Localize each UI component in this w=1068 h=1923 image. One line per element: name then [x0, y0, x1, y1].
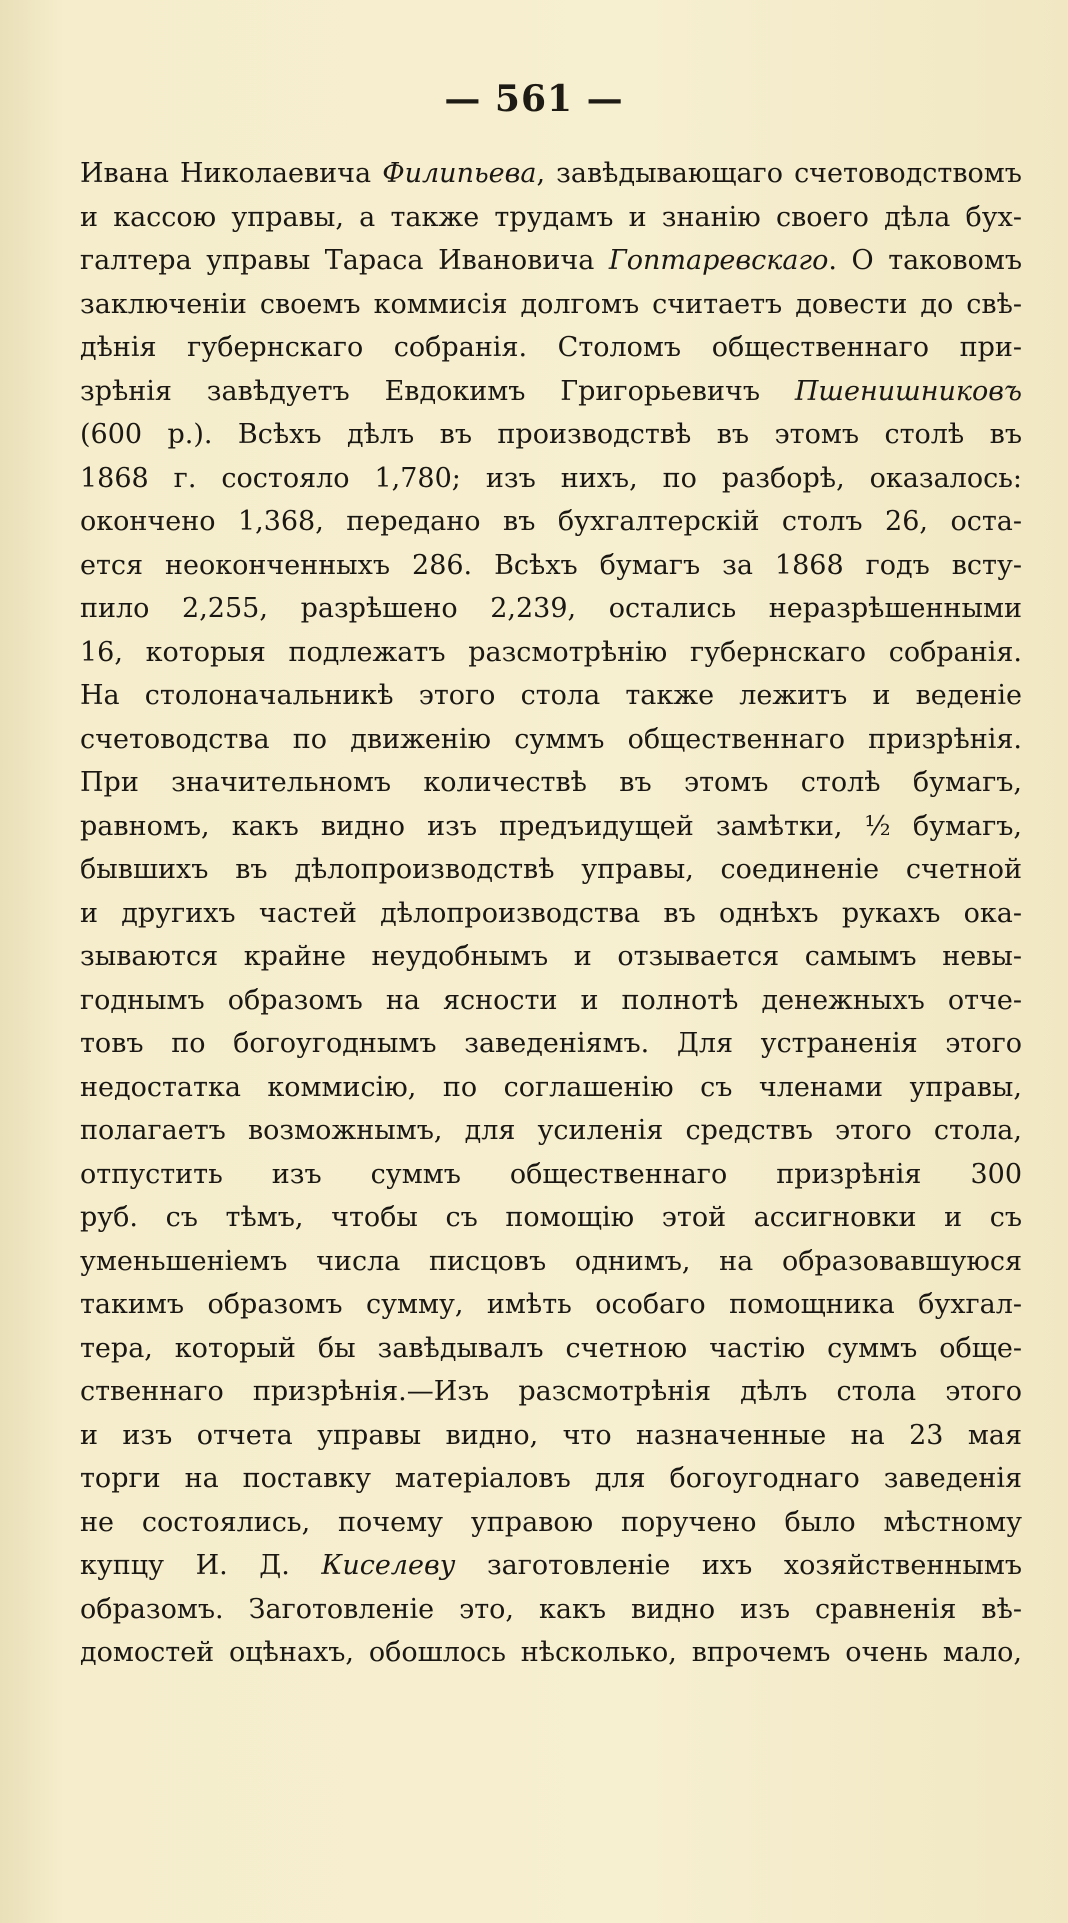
text-line: [80, 1283, 1022, 1327]
text-segment: годнымъ образомъ на ясности и полнотѣ денежныхъ отче-: [80, 984, 1022, 1016]
text-line: [80, 674, 1022, 718]
text-line: [80, 1066, 1022, 1110]
text-line: [80, 1631, 1022, 1675]
text-segment: галтера управы Тараса Ивановича: [80, 245, 609, 276]
text-segment: зываются крайне неудобнымъ и отзывается самымъ невы-: [80, 941, 1022, 972]
text-segment: пило 2,255, разрѣшено 2,239, остались неразрѣшенными: [80, 593, 1022, 624]
text-line: [80, 1327, 1022, 1371]
text-segment: полагаетъ возможнымъ, для усиленія средствъ этого стола,: [80, 1115, 1022, 1146]
text-segment: . О таковомъ: [828, 245, 1022, 276]
text-segment: окончено 1,368, передано въ бухгалтерскій столъ 26, оста-: [80, 506, 1022, 537]
text-line: [80, 1196, 1022, 1240]
text-segment: не состоялись, почему управою поручено было мѣстному: [80, 1506, 1022, 1538]
text-segment: образомъ. Заготовленіе это, какъ видно изъ сравненія вѣ-: [80, 1593, 1022, 1625]
text-segment: уменьшеніемъ числа писцовъ однимъ, на образовавшуюся: [80, 1245, 1022, 1277]
text-line: [80, 1501, 1022, 1545]
text-line: [80, 805, 1022, 849]
text-line: [80, 848, 1022, 892]
text-line: [80, 892, 1022, 936]
italic-name: Гоптаревскаго: [608, 245, 829, 276]
text-segment: , завѣдывающаго счетоводствомъ: [536, 158, 1022, 189]
text-segment: При значительномъ количествѣ въ этомъ столѣ бумагъ,: [80, 767, 1022, 798]
text-line: [80, 1414, 1022, 1458]
italic-name: Филипьева: [382, 158, 537, 189]
italic-name: Киселеву: [321, 1550, 456, 1581]
text-line: [80, 1588, 1022, 1632]
text-segment: Ивана Николаевича: [80, 158, 383, 189]
text-line: [80, 413, 1022, 457]
text-line: [80, 1370, 1022, 1414]
text-line: [80, 631, 1022, 675]
text-segment: бывшихъ въ дѣлопроизводствѣ управы, соединеніе счетной: [80, 854, 1022, 885]
text-segment: такимъ образомъ сумму, имѣть особаго помощника бухгал-: [80, 1289, 1022, 1320]
text-segment: ется неоконченныхъ 286. Всѣхъ бумагъ за 1868 годъ всту-: [80, 549, 1022, 581]
text-segment: недостатка коммисію, по соглашенію съ членами управы,: [80, 1071, 1022, 1103]
text-segment: торги на поставку матеріаловъ для богоугоднаго заведенія: [80, 1463, 1022, 1494]
text-segment: равномъ, какъ видно изъ предъидущей замѣтки, ½ бумагъ,: [80, 810, 1022, 842]
text-segment: и изъ отчета управы видно, что назначенные на 23 мая: [80, 1419, 1022, 1451]
text-line: [80, 500, 1022, 544]
text-segment: зрѣнія завѣдуетъ Евдокимъ Григорьевичъ: [80, 375, 795, 407]
text-segment: заключеніи своемъ коммисія долгомъ считаетъ довести до свѣ-: [80, 288, 1022, 320]
text-line: [80, 1544, 1022, 1588]
text-line: [80, 457, 1022, 501]
text-line: [80, 1457, 1022, 1501]
text-line: [80, 1153, 1022, 1197]
italic-name: Пшенишниковъ: [794, 375, 1022, 407]
text-line: [80, 370, 1022, 414]
text-line: [80, 935, 1022, 979]
text-segment: ственнаго призрѣнія.—Изъ разсмотрѣнія дѣлъ стола этого: [80, 1376, 1022, 1407]
text-segment: 1868 г. состояло 1,780; изъ нихъ, по разборѣ, оказалось:: [80, 462, 1022, 494]
text-segment: заготовленіе ихъ хозяйственнымъ: [455, 1550, 1022, 1581]
text-line: [80, 979, 1022, 1023]
text-line: [80, 196, 1022, 240]
page-number: — 561 —: [444, 78, 624, 120]
text-segment: купцу И. Д.: [80, 1550, 322, 1581]
text-line: [80, 587, 1022, 631]
text-segment: дѣнія губернскаго собранія. Столомъ общественнаго при-: [80, 332, 1022, 363]
text-line: [80, 283, 1022, 327]
text-segment: тера, который бы завѣдывалъ счетною частію суммъ обще-: [80, 1332, 1022, 1364]
text-segment: отпустить изъ суммъ общественнаго призрѣнія 300: [80, 1158, 1022, 1190]
text-segment: счетоводства по движенію суммъ общественнаго призрѣнія.: [80, 723, 1022, 755]
text-segment: (600 р.). Всѣхъ дѣлъ въ производствѣ въ этомъ столѣ въ: [80, 419, 1022, 450]
text-line: [80, 326, 1022, 370]
text-line: [80, 1109, 1022, 1153]
text-line: [80, 239, 1022, 283]
text-line: [80, 761, 1022, 805]
text-segment: руб. съ тѣмъ, чтобы съ помощію этой ассигновки и съ: [80, 1202, 1022, 1233]
text-line: [80, 718, 1022, 762]
text-segment: и кассою управы, а также трудамъ и знанію своего дѣла бух-: [80, 201, 1022, 233]
text-segment: и другихъ частей дѣлопроизводства въ однѣхъ рукахъ ока-: [80, 897, 1022, 929]
body-text: [80, 152, 1022, 1675]
text-line: [80, 152, 1022, 196]
text-segment: На столоначальникѣ этого стола также лежитъ и веденіе: [80, 680, 1022, 711]
text-segment: домостей оцѣнахъ, обошлось нѣсколько, впрочемъ очень мало,: [80, 1637, 1022, 1668]
text-segment: 16, которыя подлежатъ разсмотрѣнію губернскаго собранія.: [80, 636, 1022, 668]
text-segment: товъ по богоугоднымъ заведеніямъ. Для устраненія этого: [80, 1028, 1022, 1059]
text-line: [80, 1022, 1022, 1066]
text-line: [80, 544, 1022, 588]
text-line: [80, 1240, 1022, 1284]
